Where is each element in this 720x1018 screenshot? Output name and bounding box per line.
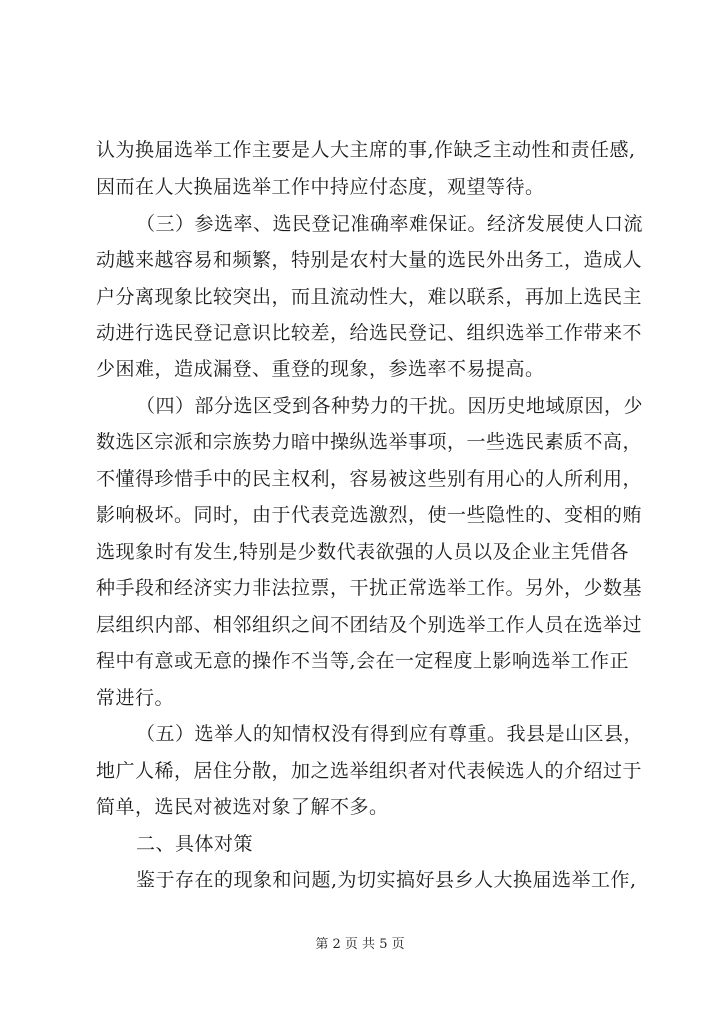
text-line: 鉴于存在的现象和问题,为切实搞好县乡人大换届选举工作,	[136, 869, 637, 891]
text-line: 认为换届选举工作主要是人大主席的事,作缺乏主动性和责任感,	[96, 139, 636, 161]
text-line: 常进行。	[96, 687, 175, 709]
text-line: （五）选举人的知情权没有得到应有尊重。我县是山区县，	[136, 723, 644, 745]
text-line: 户分离现象比较突出，而且流动性大，难以联系，再加上选民主	[96, 286, 643, 308]
text-line: 动进行选民登记意识比较差，给选民登记、组织选举工作带来不	[96, 322, 643, 344]
text-line: 层组织内部、相邻组织之间不团结及个别选举工作人员在选举过	[96, 614, 643, 636]
text-line: 地广人稀，居住分散，加之选举组织者对代表候选人的介绍过于	[96, 760, 643, 782]
text-line: 动越来越容易和频繁，特别是农村大量的选民外出务工，造成人	[96, 249, 643, 271]
text-line: 选现象时有发生,特别是少数代表欲强的人员以及企业主凭借各	[96, 541, 630, 563]
text-line: 少困难，造成漏登、重登的现象，参选率不易提高。	[96, 358, 545, 380]
text-line: 数选区宗派和宗族势力暗中操纵选举事项，一些选民素质不高，	[96, 431, 643, 453]
text-line: 不懂得珍惜手中的民主权利，容易被这些别有用心的人所利用，	[96, 468, 643, 490]
text-line: （四）部分选区受到各种势力的干扰。因历史地域原因，少	[136, 395, 644, 417]
section-heading: 二、具体对策	[136, 833, 254, 855]
text-line: 种手段和经济实力非法拉票，干扰正常选举工作。另外，少数基	[96, 577, 643, 599]
text-line: 影响极坏。同时，由于代表竞选激烈，使一些隐性的、变相的贿	[96, 504, 643, 526]
text-line: 简单，选民对被选对象了解不多。	[96, 796, 389, 818]
text-line: 程中有意或无意的操作不当等,会在一定程度上影响选举工作正	[96, 650, 630, 672]
text-line: （三）参选率、选民登记准确率难保证。经济发展使人口流	[136, 213, 644, 235]
page-number: 第 2 页 共 5 页	[315, 937, 405, 952]
text-line: 因而在人大换届选举工作中持应付态度，观望等待。	[96, 176, 545, 198]
